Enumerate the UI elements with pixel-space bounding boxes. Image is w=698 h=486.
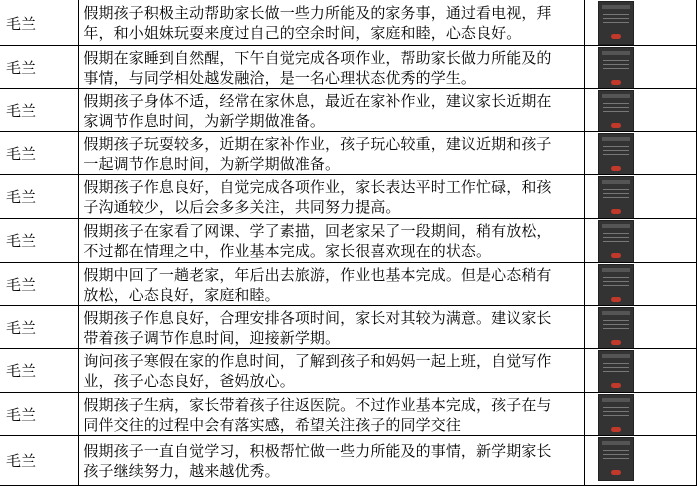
comment-line: 假期孩子作息良好，合理安排各项时间，家长对其较为满意。建议家长 [83, 308, 552, 327]
call-screenshot-thumbnail [598, 307, 634, 349]
table-row [0, 393, 697, 436]
comment-line: 假期孩子在家看了网课、学了素描，回老家呆了一段期间，稍有放松， [83, 222, 552, 240]
comment-line: 带着孩子调节作息时间，迎接新学期。 [83, 328, 341, 347]
comment-line: 年，和小姐妹玩耍来度过自己的空余时间，家庭和睦，心态良好。 [83, 24, 522, 42]
comment-cell [79, 132, 585, 175]
comment-cell [79, 219, 585, 263]
comment-line: 假期孩子生病，家长带着孩子往返医院。不过作业基本完成，孩子在与 [83, 395, 552, 414]
comment-cell [79, 349, 585, 393]
table-row [0, 46, 697, 89]
comment-line: 业，孩子心态良好，爸妈放心。 [83, 372, 295, 390]
call-screenshot-thumbnail [598, 133, 634, 175]
student-name-cell: 毛兰 [0, 436, 79, 486]
table-row [0, 0, 697, 46]
student-name-cell: 毛兰 [0, 46, 79, 89]
comment-cell [79, 306, 585, 349]
comment-line: 子沟通较少，以后会多多关注，共同努力提高。 [83, 198, 401, 216]
comment-line: 假期孩子玩耍较多，近期在家补作业，孩子玩心较重，建议近期和孩子 [83, 134, 552, 153]
student-name-cell: 毛兰 [0, 132, 79, 175]
call-screenshot-thumbnail [598, 47, 634, 89]
table-row [0, 349, 697, 393]
student-name-cell: 毛兰 [0, 306, 79, 349]
comment-cell [79, 46, 585, 89]
table-row [0, 219, 697, 263]
comment-cell [79, 436, 585, 486]
comment-cell [79, 263, 585, 306]
call-screenshot-thumbnail [598, 437, 634, 481]
student-name-cell: 毛兰 [0, 393, 79, 436]
call-screenshot-thumbnail [598, 176, 634, 219]
student-name-cell: 毛兰 [0, 0, 79, 46]
table-row [0, 132, 697, 175]
table-row [0, 436, 697, 486]
comment-cell [79, 89, 585, 132]
screenshot-cell [585, 306, 697, 349]
comment-line: 同伴交往的过程中会有落实感，希望关注孩子的同学交往 [83, 415, 461, 434]
table-row [0, 306, 697, 349]
call-screenshot-thumbnail [598, 350, 634, 393]
comment-line: 家调节作息时间，为新学期做准备。 [83, 111, 326, 130]
screenshot-cell [585, 393, 697, 436]
comment-line: 假期中回了一趟老家，年后出去旅游，作业也基本完成。但是心态稍有 [83, 265, 552, 284]
comment-cell [79, 175, 585, 219]
student-name-cell: 毛兰 [0, 175, 79, 219]
screenshot-cell [585, 436, 697, 486]
comment-cell [79, 0, 585, 46]
student-name-cell: 毛兰 [0, 263, 79, 306]
screenshot-cell [585, 219, 697, 263]
screenshot-cell [585, 132, 697, 175]
comment-line: 不过都在情理之中，作业基本完成。家长很喜欢现在的状态。 [83, 242, 492, 260]
table-row [0, 89, 697, 132]
student-name-cell: 毛兰 [0, 349, 79, 393]
comment-line: 假期孩子作息良好，自觉完成各项作业，家长表达平时工作忙碌，和孩 [83, 178, 552, 196]
table-row [0, 175, 697, 219]
comment-line: 一起调节作息时间，为新学期做准备。 [83, 154, 341, 173]
screenshot-cell [585, 89, 697, 132]
call-screenshot-thumbnail [598, 1, 634, 45]
comment-line: 假期孩子一直自觉学习，积极帮忙做一些力所能及的事情，新学期家长 [83, 442, 552, 460]
call-screenshot-thumbnail [598, 90, 634, 132]
call-screenshot-thumbnail [598, 394, 634, 436]
table-row [0, 263, 697, 306]
screenshot-cell [585, 0, 697, 46]
screenshot-cell [585, 349, 697, 393]
comment-line: 假期孩子积极主动帮助家长做一些力所能及的家务事，通过看电视，拜 [83, 4, 552, 22]
screenshot-cell [585, 263, 697, 306]
comment-line: 假期在家睡到自然醒，下午自觉完成各项作业，帮助家长做力所能及的 [83, 48, 552, 67]
comment-cell [79, 393, 585, 436]
comment-line: 询问孩子寒假在家的作息时间，了解到孩子和妈妈一起上班，自觉写作 [83, 352, 552, 370]
comment-line: 孩子继续努力，越来越优秀。 [83, 462, 280, 480]
screenshot-cell [585, 46, 697, 89]
student-name-cell: 毛兰 [0, 89, 79, 132]
comment-line: 事情，与同学相处越发融洽，是一名心理状态优秀的学生。 [83, 68, 477, 87]
screenshot-cell [585, 175, 697, 219]
student-name-cell: 毛兰 [0, 219, 79, 263]
comment-line: 放松，心态良好，家庭和睦。 [83, 285, 280, 304]
comment-line: 假期孩子身体不适，经常在家休息，最近在家补作业，建议家长近期在 [83, 91, 552, 110]
call-screenshot-thumbnail [598, 264, 634, 306]
call-screenshot-thumbnail [598, 220, 634, 263]
